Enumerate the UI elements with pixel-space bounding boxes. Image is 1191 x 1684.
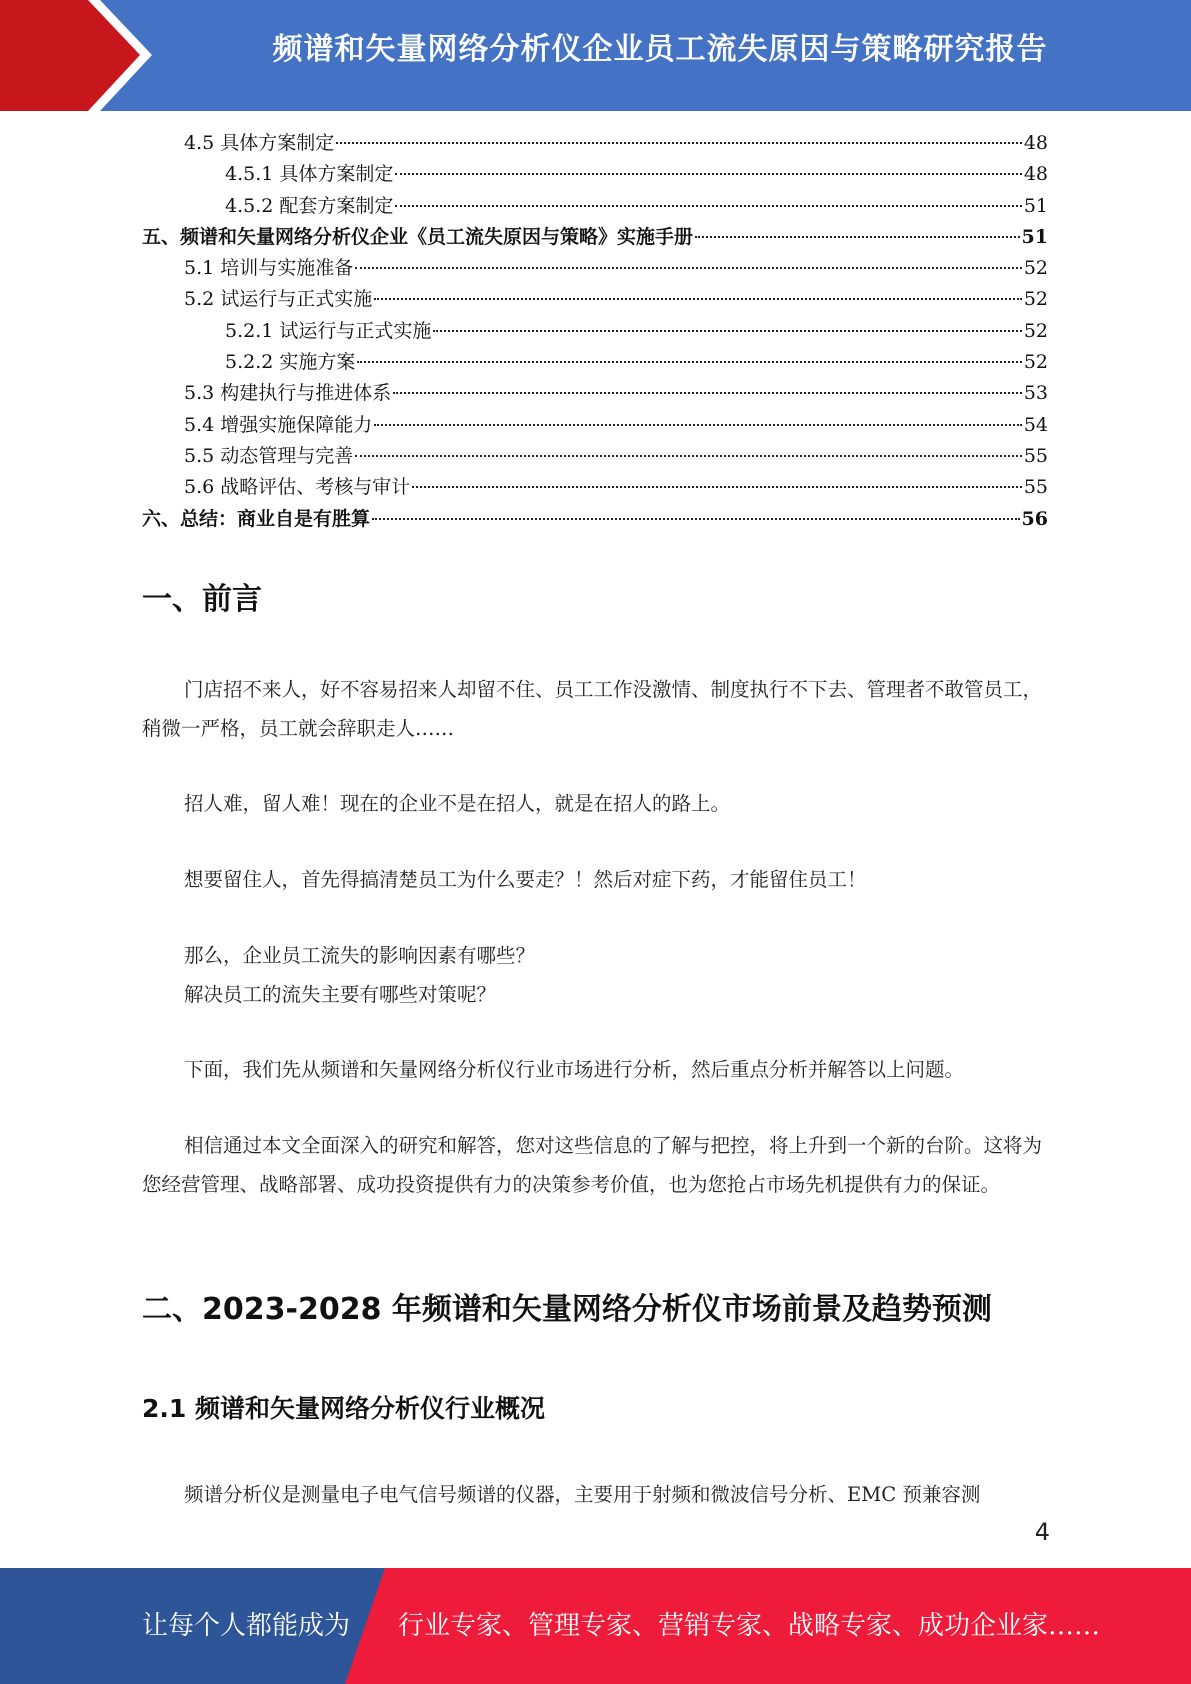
toc-entry-title: 5.1 培训与实施准备 — [184, 257, 354, 280]
toc-leader-dots — [695, 236, 1020, 238]
toc-entry-title: 五、频谱和矢量网络分析仪企业《员工流失原因与策略》实施手册 — [142, 225, 694, 248]
page-footer — [0, 1568, 1191, 1684]
toc-entry[interactable] — [142, 378, 1048, 409]
toc-entry-page: 51 — [1023, 194, 1048, 217]
toc-entry[interactable] — [142, 472, 1048, 503]
paragraph: 招人难，留人难！现在的企业不是在招人，就是在招人的路上。 — [184, 792, 731, 815]
toc-entry-page: 48 — [1023, 132, 1048, 154]
footer-slogan-right: 行业专家、管理专家、营销专家、战略专家、成功企业家…… — [398, 1611, 1101, 1641]
table-of-contents — [142, 128, 1048, 535]
toc-leader-dots — [336, 142, 1022, 144]
paragraph: 那么，企业员工流失的影响因素有哪些？ — [184, 944, 536, 967]
page-number: 4 — [1034, 1518, 1050, 1546]
toc-entry-title: 5.2.2 实施方案 — [225, 351, 356, 374]
toc-entry-title: 5.4 增强实施保障能力 — [184, 413, 373, 436]
toc-entry-page: 55 — [1023, 476, 1048, 499]
toc-leader-dots — [395, 205, 1021, 207]
toc-entry[interactable] — [142, 347, 1048, 378]
toc-entry[interactable] — [142, 222, 1048, 253]
toc-entry[interactable] — [142, 504, 1048, 535]
toc-entry-page: 52 — [1023, 257, 1048, 280]
toc-entry-page: 48 — [1023, 163, 1048, 186]
toc-leader-dots — [395, 173, 1021, 175]
toc-entry-page: 52 — [1023, 319, 1048, 342]
toc-entry-title: 4.5.1 具体方案制定 — [225, 163, 394, 186]
toc-entry[interactable] — [142, 441, 1048, 472]
toc-entry-page: 54 — [1023, 413, 1048, 436]
footer-slogan-left: 让每个人都能成为 — [142, 1611, 351, 1641]
toc-entry[interactable] — [142, 191, 1048, 222]
toc-leader-dots — [355, 455, 1022, 457]
subsection-heading: 2.1 频谱和矢量网络分析仪行业概况 — [142, 1394, 545, 1423]
toc-entry-page: 56 — [1021, 507, 1048, 530]
toc-entry-page: 53 — [1023, 382, 1048, 405]
paragraph: 频谱分析仪是测量电子电气信号频谱的仪器，主要用于射频和微波信号分析、EMC 预兼容测 — [184, 1483, 981, 1506]
paragraph: 门店招不来人，好不容易招来人却留不住、员工工作没激情、制度执行不下去、管理者不敢管员工，稍微一严格，员工就会辞职走人…… — [142, 678, 1043, 740]
toc-entry-title: 5.3 构建执行与推进体系 — [184, 382, 392, 405]
toc-entry[interactable] — [142, 316, 1048, 347]
toc-leader-dots — [357, 361, 1021, 363]
toc-entry-page: 52 — [1023, 288, 1048, 311]
page-header — [0, 0, 1191, 111]
paragraph: 下面，我们先从频谱和矢量网络分析仪行业市场进行分析，然后重点分析并解答以上问题。 — [184, 1058, 965, 1081]
toc-leader-dots — [372, 518, 1020, 520]
toc-entry-page: 55 — [1023, 444, 1048, 467]
toc-entry[interactable] — [142, 128, 1048, 159]
toc-entry-title: 5.2 试运行与正式实施 — [184, 288, 373, 311]
toc-entry-title: 4.5 具体方案制定 — [184, 132, 335, 154]
section-heading-market: 二、2023-2028 年频谱和矢量网络分析仪市场前景及趋势预测 — [142, 1292, 992, 1327]
toc-entry[interactable] — [142, 284, 1048, 315]
toc-entry-title: 4.5.2 配套方案制定 — [225, 194, 394, 217]
toc-leader-dots — [412, 486, 1022, 488]
paragraph: 想要留住人，首先得搞清楚员工为什么要走？！然后对症下药，才能留住员工！ — [184, 868, 867, 891]
toc-entry-title: 5.5 动态管理与完善 — [184, 444, 354, 467]
toc-leader-dots — [374, 424, 1022, 426]
toc-entry-page: 51 — [1021, 225, 1048, 248]
toc-entry[interactable] — [142, 410, 1048, 441]
section-heading-preface: 一、前言 — [142, 582, 262, 617]
toc-entry[interactable] — [142, 159, 1048, 190]
toc-leader-dots — [433, 330, 1021, 332]
toc-leader-dots — [355, 267, 1022, 269]
toc-entry-page: 52 — [1023, 351, 1048, 374]
toc-entry-title: 六、总结：商业自是有胜算 — [142, 507, 371, 530]
paragraph: 相信通过本文全面深入的研究和解答，您对这些信息的了解与把控，将上升到一个新的台阶。这将为您经营管理、战略部署、成功投资提供有力的决策参考价值，也为您抢占市场先机提供有力的保证。 — [142, 1134, 1043, 1196]
toc-leader-dots — [393, 392, 1022, 394]
toc-entry-title: 5.6 战略评估、考核与审计 — [184, 476, 411, 499]
paragraph: 解决员工的流失主要有哪些对策呢？ — [184, 983, 497, 1006]
header-title: 频谱和矢量网络分析仪企业员工流失原因与策略研究报告 — [272, 32, 1048, 67]
toc-leader-dots — [374, 298, 1022, 300]
toc-entry-title: 5.2.1 试运行与正式实施 — [225, 319, 432, 342]
toc-entry[interactable] — [142, 253, 1048, 284]
